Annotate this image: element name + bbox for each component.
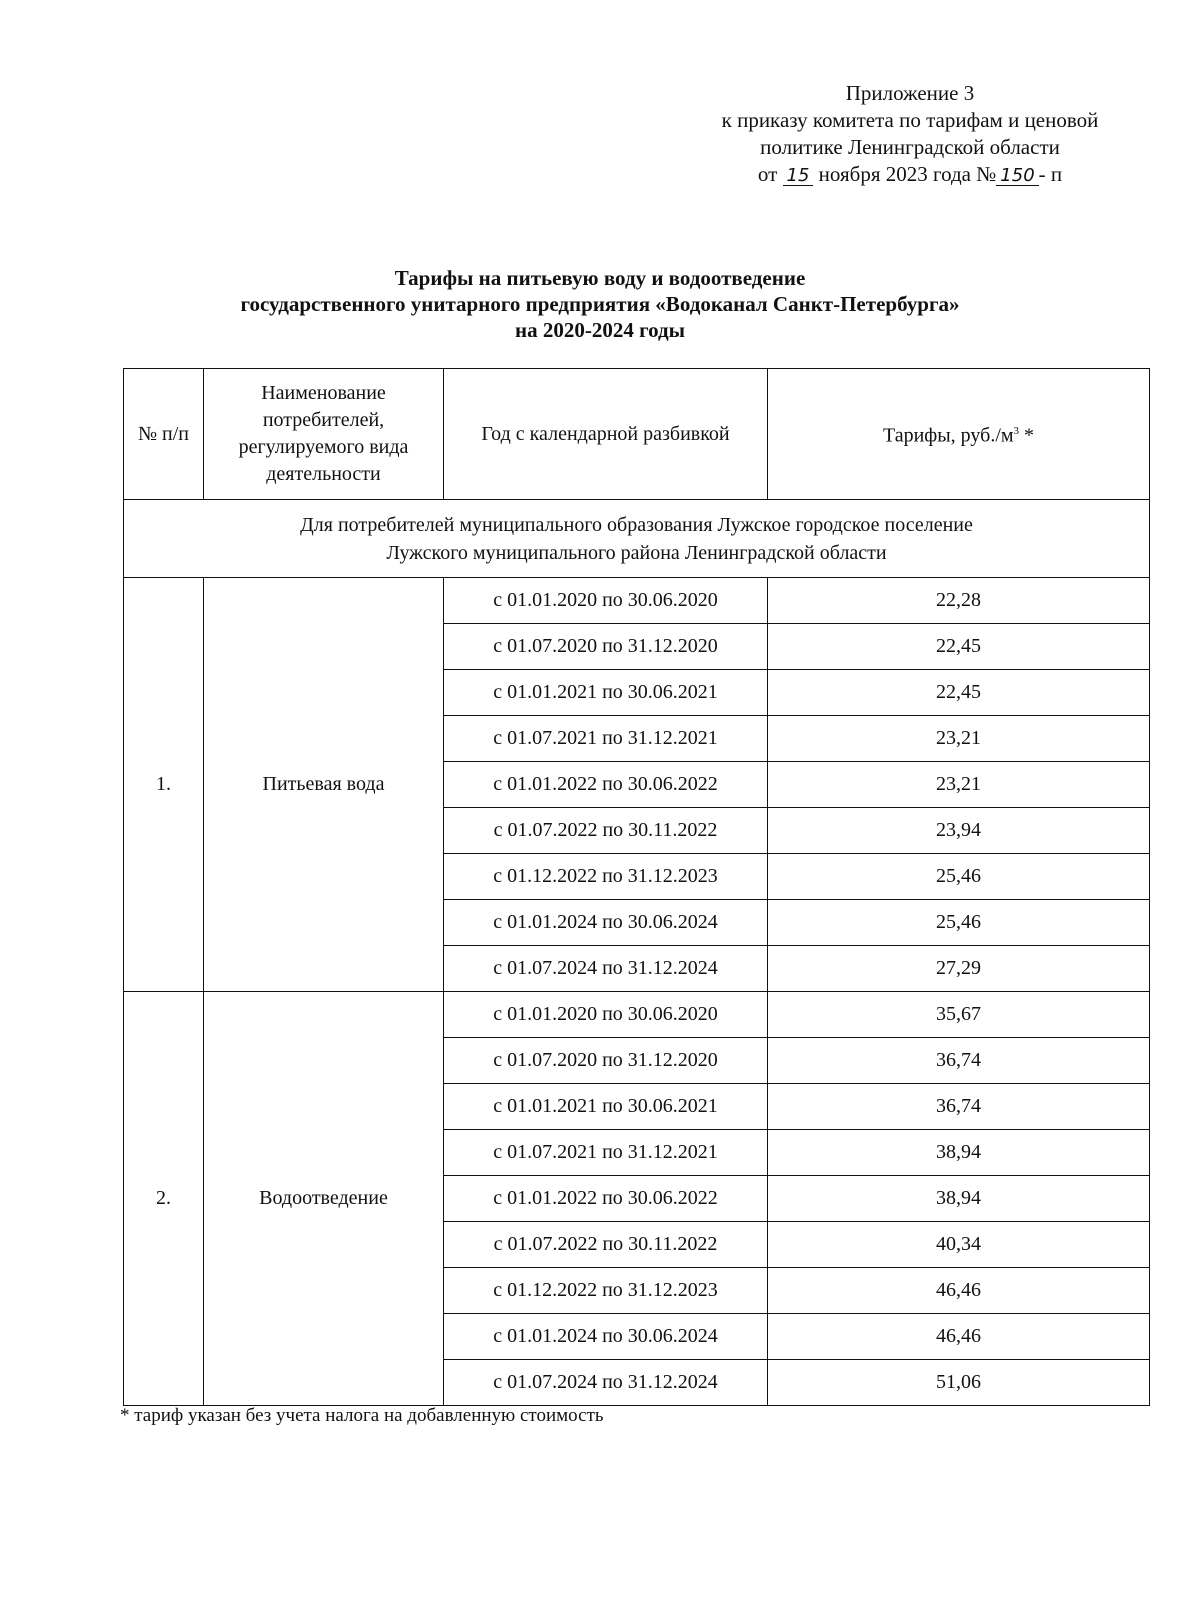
tariff-cell: 22,28 [768,578,1150,624]
group-number: 1. [124,578,204,992]
title-line-2: государственного унитарного предприятия «Водоканал Санкт-Петербурга» [240,292,960,316]
date-middle: ноября 2023 года № [818,162,997,186]
tariff-cell: 38,94 [768,1130,1150,1176]
period-cell: с 01.12.2022 по 31.12.2023 [444,1268,768,1314]
document-title [120,265,1080,343]
period-cell: с 01.01.2024 по 30.06.2024 [444,900,768,946]
header-tariff [768,369,1150,500]
order-suffix: - п [1038,162,1063,186]
tariff-table [123,368,1150,1406]
period-cell: с 01.01.2020 по 30.06.2020 [444,992,768,1038]
tariff-cell: 22,45 [768,624,1150,670]
title-line-3: на 2020-2024 годы [514,318,686,342]
period-cell: с 01.01.2020 по 30.06.2020 [444,578,768,624]
handwritten-order-number: 150 [996,167,1038,186]
tariff-cell: 23,94 [768,808,1150,854]
tariff-cell: 40,34 [768,1222,1150,1268]
period-cell: с 01.07.2022 по 30.11.2022 [444,1222,768,1268]
header-period: Год с календарной разбивкой [444,369,768,500]
period-cell: с 01.07.2024 по 31.12.2024 [444,946,768,992]
group-number: 2. [124,992,204,1406]
section-row [124,500,1150,578]
tariff-cell: 27,29 [768,946,1150,992]
tariff-cell: 25,46 [768,900,1150,946]
period-cell: с 01.07.2022 по 30.11.2022 [444,808,768,854]
period-cell: с 01.12.2022 по 31.12.2023 [444,854,768,900]
section-line-2: Лужского муниципального района Ленинградской области [386,541,887,564]
tariff-cell: 51,06 [768,1360,1150,1406]
appendix-title: Приложение 3 [845,81,975,105]
appendix-order-line: к приказу комитета по тарифам и ценовой [721,108,1099,132]
header-tariff-suffix: * [1019,424,1035,447]
period-cell: с 01.01.2021 по 30.06.2021 [444,1084,768,1130]
period-cell: с 01.01.2022 по 30.06.2022 [444,1176,768,1222]
tariff-cell: 46,46 [768,1268,1150,1314]
appendix-committee-line: политике Ленинградской области [760,135,1060,159]
tariff-cell: 25,46 [768,854,1150,900]
tariff-cell: 36,74 [768,1038,1150,1084]
period-cell: с 01.07.2024 по 31.12.2024 [444,1360,768,1406]
header-tariff-text: Тарифы, руб./м [882,424,1014,447]
tariff-cell: 38,94 [768,1176,1150,1222]
period-cell: с 01.07.2021 по 31.12.2021 [444,1130,768,1176]
appendix-date-line [690,161,1130,188]
date-prefix: от [757,162,778,186]
period-cell: с 01.07.2020 по 31.12.2020 [444,1038,768,1084]
table-row [124,578,1150,624]
header-num: № п/п [124,369,204,500]
period-cell: с 01.01.2022 по 30.06.2022 [444,762,768,808]
tariff-cell: 35,67 [768,992,1150,1038]
section-cell [124,500,1150,578]
header-tariff-sup: 3 [1013,425,1020,438]
title-line-1: Тарифы на питьевую воду и водоотведение [394,266,806,290]
section-line-1: Для потребителей муниципального образования Лужское городское поселение [300,513,973,536]
tariff-cell: 46,46 [768,1314,1150,1360]
tariff-cell: 22,45 [768,670,1150,716]
table-header-row [124,369,1150,500]
period-cell: с 01.07.2021 по 31.12.2021 [444,716,768,762]
header-name: Наименование потребителей, регулируемого вида деятельности [204,369,444,500]
tariff-cell: 36,74 [768,1084,1150,1130]
table-row [124,992,1150,1038]
period-cell: с 01.01.2024 по 30.06.2024 [444,1314,768,1360]
group-name: Питьевая вода [204,578,444,992]
tariff-cell: 23,21 [768,716,1150,762]
period-cell: с 01.07.2020 по 31.12.2020 [444,624,768,670]
footnote: * тариф указан без учета налога на добавленную стоимость [120,1405,604,1426]
group-name: Водоотведение [204,992,444,1406]
period-cell: с 01.01.2021 по 30.06.2021 [444,670,768,716]
handwritten-day: 15 [783,167,814,186]
tariff-cell: 23,21 [768,762,1150,808]
appendix-header [690,80,1130,188]
